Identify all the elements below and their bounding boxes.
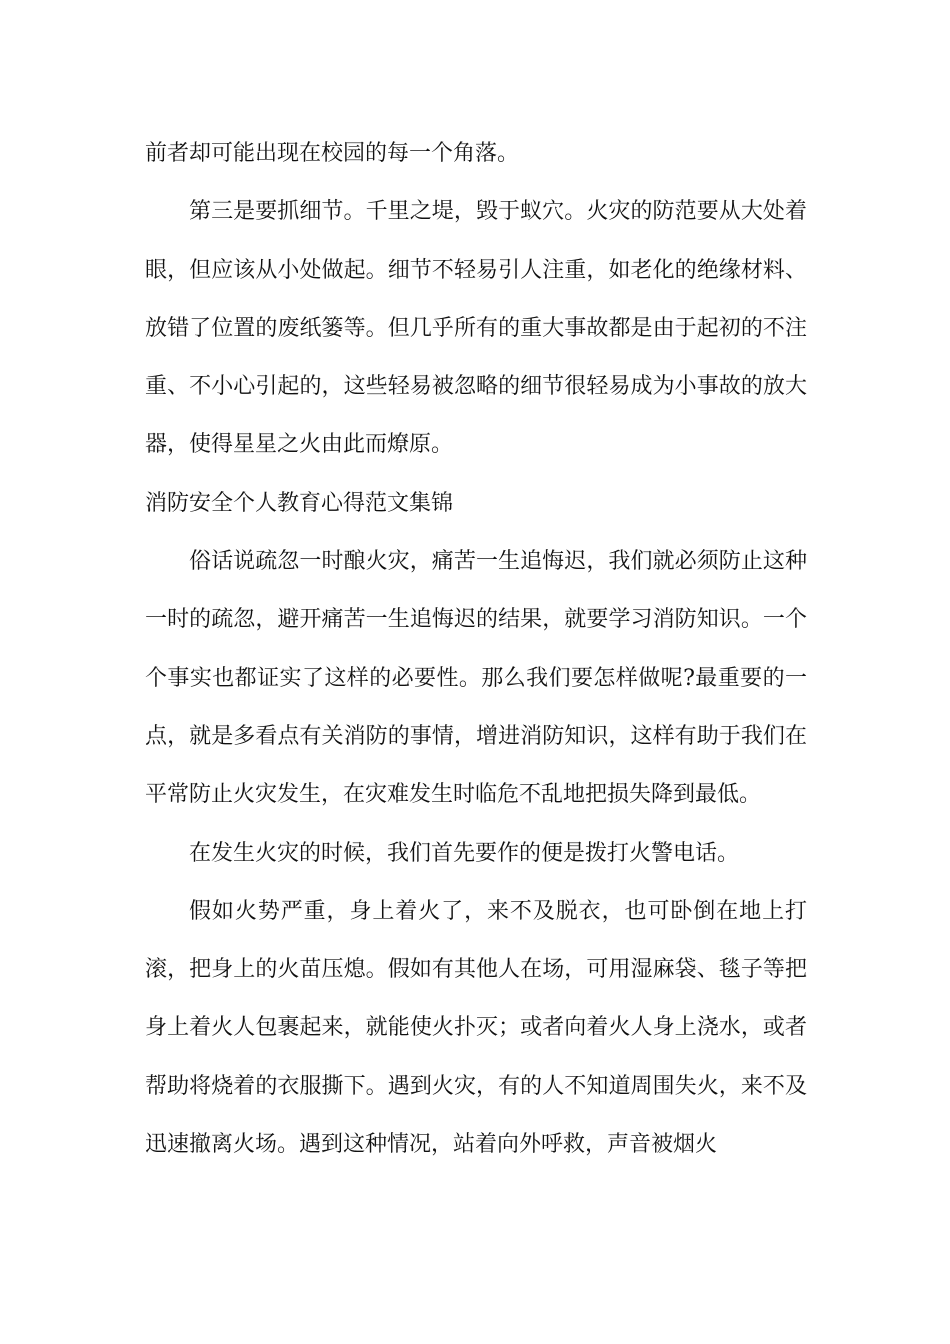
paragraph-5: 假如火势严重，身上着火了，来不及脱衣，也可卧倒在地上打滚，把身上的火苗压熄。假如有其他人在场，可用湿麻袋、毯子等把身上着火人包裹起来，就能使火扑灭；或者向着火人身上浇水，或者帮助将烧着的衣服撕下。遇到火灾，有的人不知道周围失火，来不及迅速撤离火场。遇到这种情况，站着向外呼救，声音被烟火 — [145, 898, 807, 1158]
document-body — [145, 125, 807, 1174]
section-heading: 消防安全个人教育心得范文集锦 — [145, 490, 454, 516]
paragraph-1: 前者却可能出现在校园的每一个角落。 — [145, 141, 520, 166]
paragraph-2: 第三是要抓细节。千里之堤，毁于蚁穴。火灾的防范要从大处着眼，但应该从小处做起。细节不轻易引人注重，如老化的绝缘材料、放错了位置的废纸篓等。但几乎所有的重大事故都是由于起初的不注重、不小心引起的，这些轻易被忽略的细节很轻易成为小事故的放大器，使得星星之火由此而燎原。 — [145, 199, 807, 458]
paragraph-4: 在发生火灾的时候，我们首先要作的便是拨打火警电话。 — [189, 840, 740, 866]
paragraph-3: 俗话说疏忽一时酿火灾，痛苦一生追悔迟，我们就必须防止这种一时的疏忽，避开痛苦一生追悔迟的结果，就要学习消防知识。一个个事实也都证实了这样的必要性。那么我们要怎样做呢?最重要的一点，就是多看点有关消防的事情，增进消防知识，这样有助于我们在平常防止火灾发生，在灾难发生时临危不乱地把损失降到最低。 — [145, 549, 807, 808]
